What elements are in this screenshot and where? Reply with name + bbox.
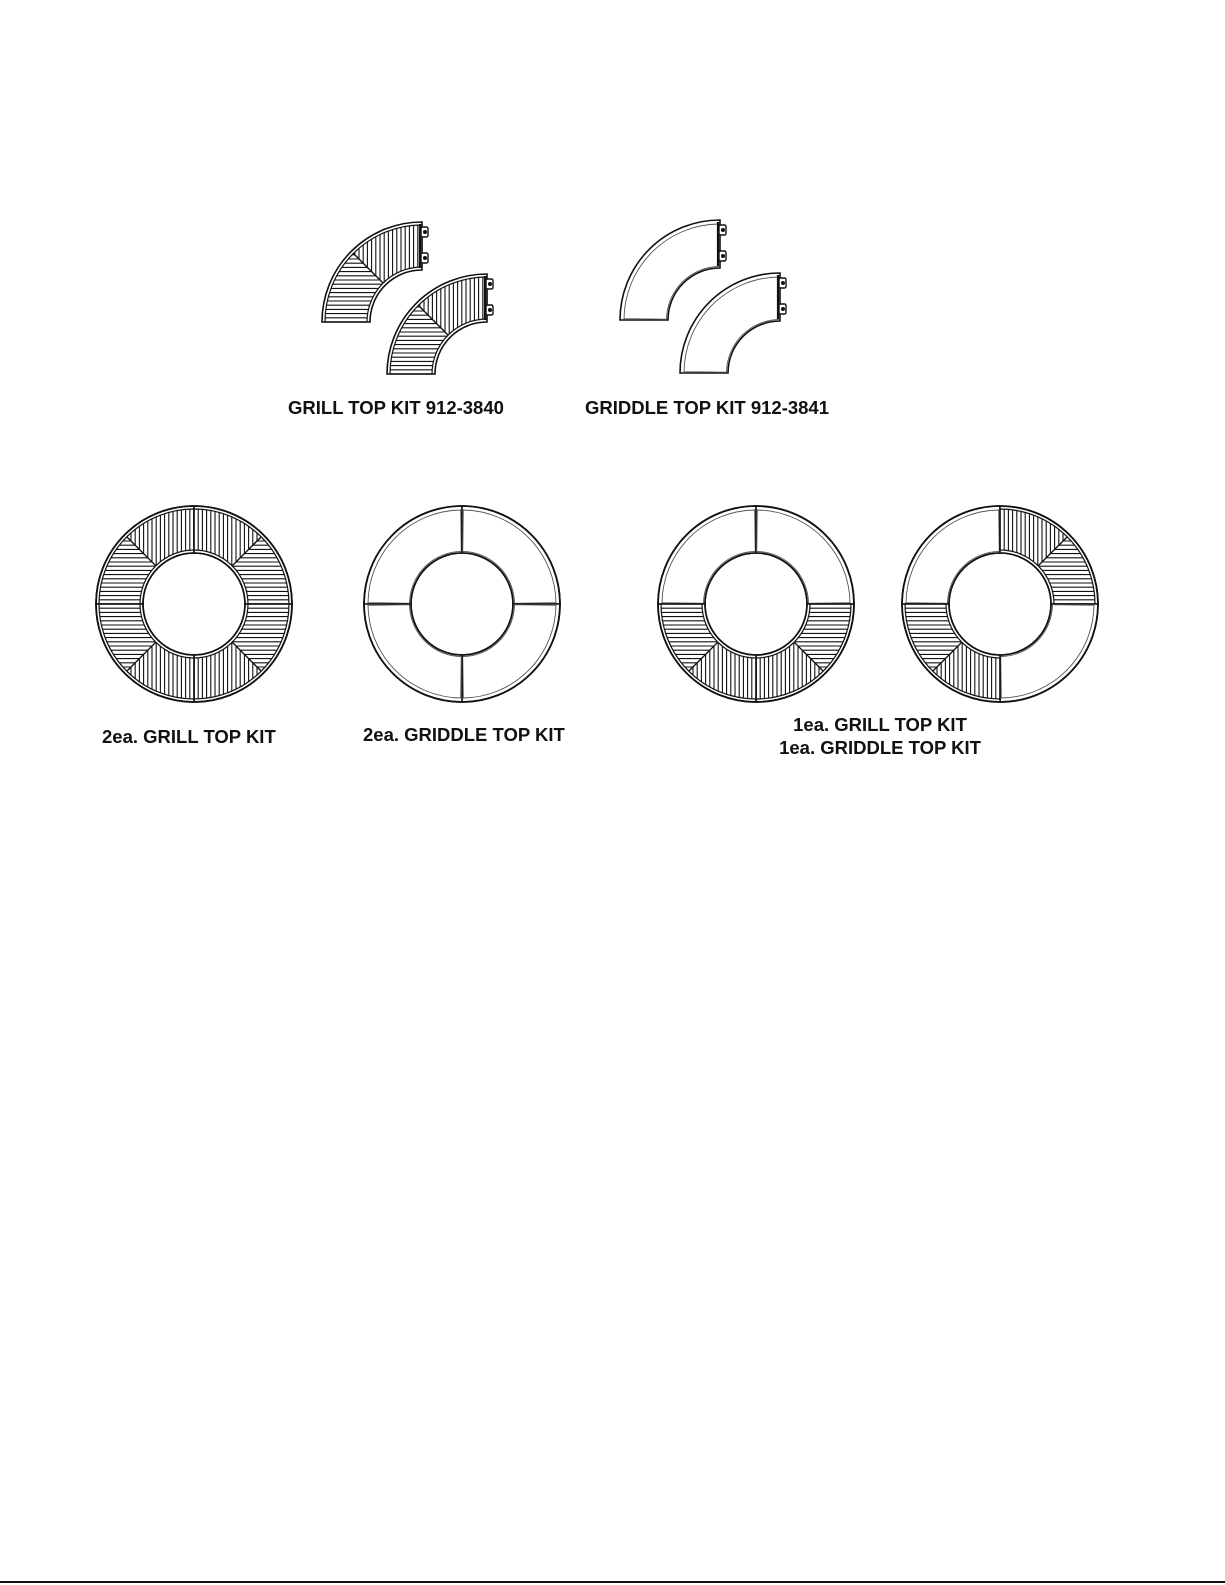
griddle-kit-label: GRIDDLE TOP KIT 912-3841 (585, 397, 830, 418)
griddle-kit-piece-1-plate (620, 220, 720, 320)
mounting-tab (779, 304, 786, 314)
mounting-tab (719, 225, 726, 235)
assembled-rings-row (96, 506, 1098, 702)
griddle-kit-piece-2 (680, 273, 786, 373)
mounting-tab (779, 278, 786, 288)
mounting-tab (719, 251, 726, 261)
grill-kit-piece-2 (387, 274, 587, 474)
ring-two-grill (96, 506, 292, 702)
two-griddle-label: 2ea. GRIDDLE TOP KIT (363, 724, 565, 745)
mixed-label-line1: 1ea. GRILL TOP KIT (793, 714, 967, 735)
grill-kit-label: GRILL TOP KIT 912-3840 (288, 397, 504, 418)
ring-two-griddle (364, 506, 560, 702)
mounting-tab (421, 253, 428, 263)
mounting-tab (486, 305, 493, 315)
griddle-kit-piece-2-plate (680, 273, 780, 373)
ring-mixed-halves (658, 506, 854, 702)
grill-kit-piece-2-plate (387, 274, 587, 474)
mounting-tab (486, 279, 493, 289)
mixed-label-line2: 1ea. GRIDDLE TOP KIT (779, 737, 981, 758)
kit-parts-row (322, 220, 786, 474)
page-bottom-rule (0, 1581, 1225, 1583)
mounting-tab (421, 227, 428, 237)
ring-mixed-alternating (902, 506, 1098, 702)
two-grill-label: 2ea. GRILL TOP KIT (102, 726, 276, 747)
